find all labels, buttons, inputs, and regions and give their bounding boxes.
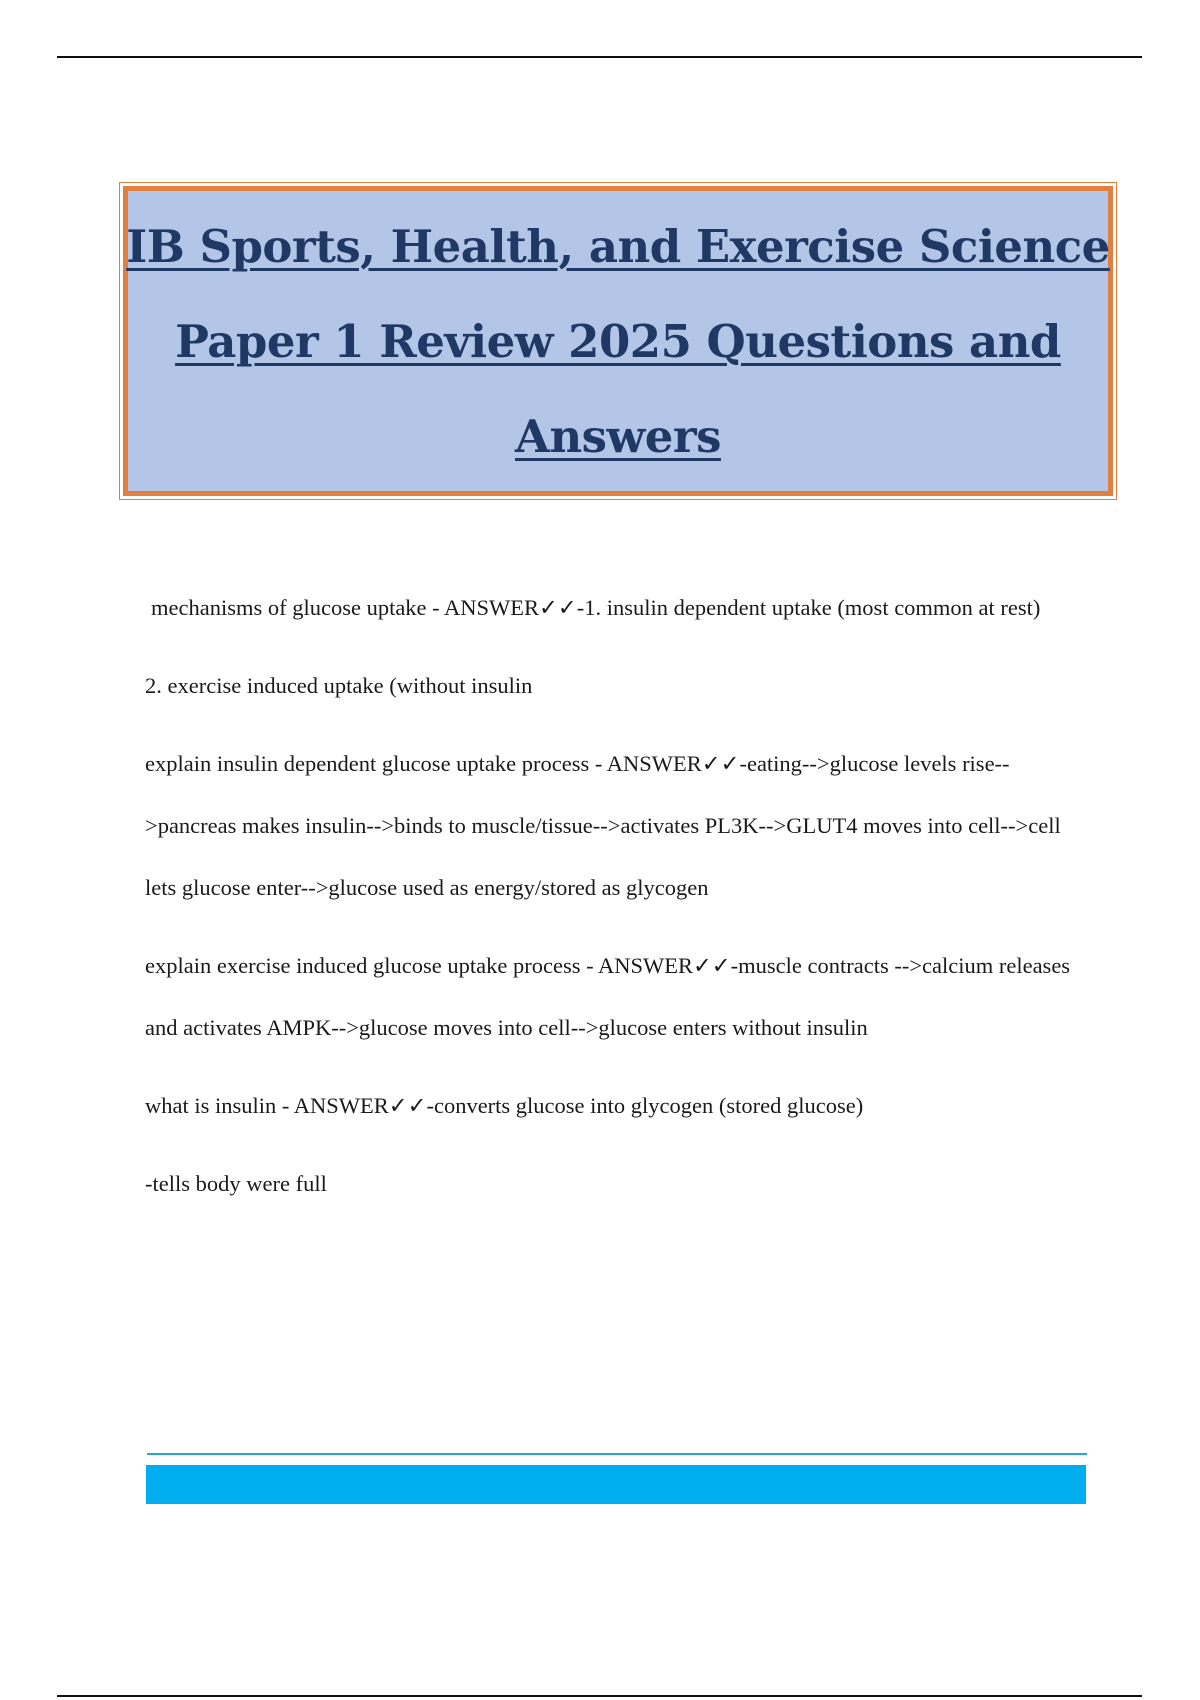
qa-paragraph-6: -tells body were full xyxy=(145,1171,327,1196)
header-rule xyxy=(57,56,1142,58)
title-box xyxy=(123,186,1113,496)
footer-bar xyxy=(146,1465,1086,1504)
qa-paragraph-4: explain exercise induced glucose uptake process - ANSWER✓✓-muscle contracts -->calcium releases and activates AMPK-->glucose moves into cell-->glucose enters without insulin xyxy=(145,953,1071,1040)
title-line-3: Answers xyxy=(515,409,721,463)
qa-paragraph-3: explain insulin dependent glucose uptake process - ANSWER✓✓-eating-->glucose levels rise-->pancreas makes insulin-->binds to muscle/tissue-->activates PL3K-->GLUT4 moves into cell-->cell lets glucose enter-->glucose used as energy/stored as glycogen xyxy=(145,751,1061,900)
page-bottom-rule xyxy=(57,1695,1142,1697)
footer-rule xyxy=(147,1453,1087,1455)
title-line-1: IB Sports, Health, and Exercise Science xyxy=(126,219,1110,273)
qa-paragraph-2: 2. exercise induced uptake (without insulin xyxy=(145,673,533,698)
qa-paragraph-1: mechanisms of glucose uptake - ANSWER✓✓-1. insulin dependent uptake (most common at rest) xyxy=(151,595,1041,620)
qa-paragraph-5: what is insulin - ANSWER✓✓-converts glucose into glycogen (stored glucose) xyxy=(145,1093,864,1118)
document-body xyxy=(145,577,1085,1215)
title-line-2: Paper 1 Review 2025 Questions and xyxy=(175,314,1061,368)
